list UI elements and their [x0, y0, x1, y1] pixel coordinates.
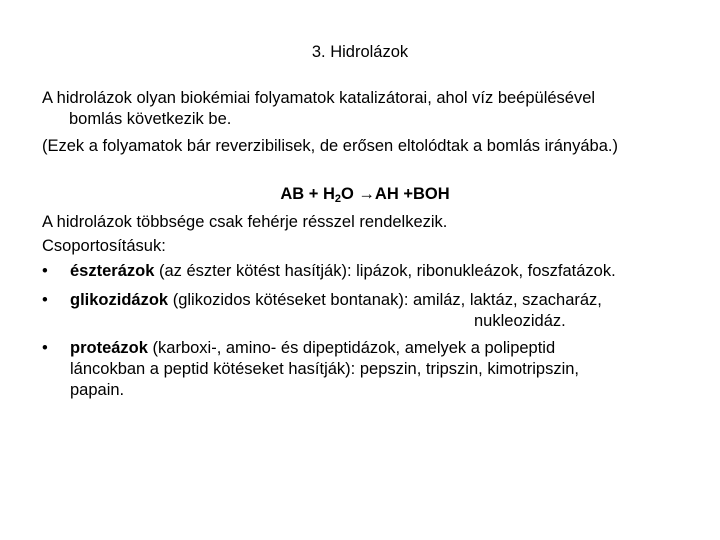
intro-line-1: A hidrolázok olyan biokémiai folyamatok katalizátorai, ahol víz beépülésével — [42, 89, 596, 107]
slide-title — [0, 42, 720, 63]
equation-left: AB + H — [280, 185, 335, 203]
bullet-text-line-1: (az észter kötést hasítják): lipázok, ribonukleázok, foszfatázok. — [154, 262, 616, 280]
protein-part-text: A hidrolázok többsége csak fehérje résszel rendelkezik. — [42, 213, 448, 231]
bullet-text-line-2: nukleozidáz. — [474, 312, 566, 330]
grouping-label: Csoportosításuk: — [42, 237, 166, 255]
intro-paragraph — [42, 88, 692, 130]
bullet-text-line-3: papain. — [70, 381, 125, 399]
bullet-text-line-1: (karboxi-, amino- és dipeptidázok, amelyek a polipeptid — [147, 339, 556, 357]
note-paragraph: (Ezek a folyamatok bár reverzibilisek, de erősen eltolódtak a bomlás irányába.) — [42, 137, 618, 155]
bullet-marker: • — [42, 291, 48, 309]
intro-line-2: bomlás következik be. — [69, 110, 232, 128]
bullet-term: proteázok — [70, 339, 148, 357]
bullet-marker: • — [42, 339, 48, 357]
bullet-text-line-1: (glikozidos kötéseket bontanak): amiláz, laktáz, szacharáz, — [168, 291, 602, 309]
equation-right: O →AH +BOH — [341, 185, 450, 203]
bullet-term: glikozidázok — [70, 291, 169, 309]
bullet-term: észterázok — [70, 262, 155, 280]
reaction-equation — [0, 184, 720, 205]
bullet-marker: • — [42, 262, 48, 280]
bullet-text-line-2: láncokban a peptid kötéseket hasítják): pepszin, tripszin, kimotripszin, — [70, 360, 580, 378]
slide-title-text: 3. Hidrolázok — [311, 43, 409, 61]
equation-subscript: 2 — [334, 193, 342, 205]
